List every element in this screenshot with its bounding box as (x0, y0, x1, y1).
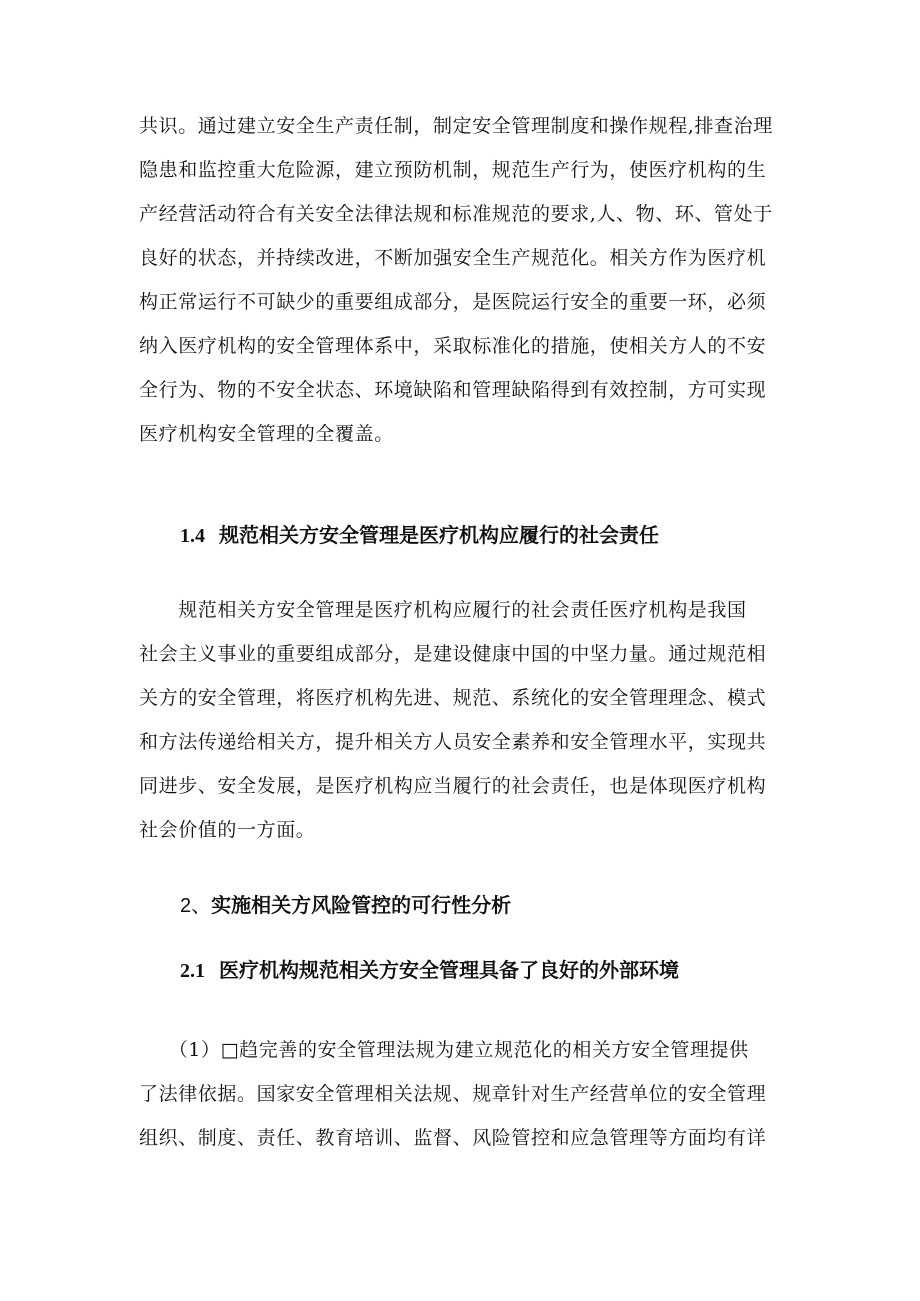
text-line: 社会主义事业的重要组成部分，是建设健康中国的中坚力量。通过规范相 (139, 643, 767, 665)
text-line: 关方的安全管理，将医疗机构先进、规范、系统化的安全管理理念、模式 (139, 687, 767, 709)
text-line: 构正常运行不可缺少的重要组成部分，是医院运行安全的重要一环，必须 (139, 291, 767, 313)
paragraph-safety-standardization (139, 104, 783, 456)
section-number: 2 (180, 895, 192, 917)
text-line: 产经营活动符合有关安全法律法规和标准规范的要求,人、物、环、管处于 (139, 203, 773, 225)
text-line: 规范相关方安全管理是医疗机构应履行的社会责任医疗机构是我国 (139, 599, 747, 621)
section-title: 医疗机构规范相关方安全管理具备了良好的外部环境 (219, 958, 679, 982)
text-line: 社会价值的一方面。 (139, 819, 316, 841)
section-separator: 、 (191, 893, 212, 917)
text-line: 纳入医疗机构的安全管理体系中，采取标准化的措施，使相关方人的不安 (139, 335, 767, 357)
text-line: 隐患和监控重大危险源，建立预防机制，规范生产行为，使医疗机构的生 (139, 159, 767, 181)
section-heading-1-4 (180, 519, 659, 548)
section-heading-2-1 (180, 954, 679, 983)
text-line: 共识。通过建立安全生产责任制，制定安全管理制度和操作规程,排查治理 (139, 115, 773, 137)
paragraph-legal-basis (139, 1028, 783, 1160)
section-number: 2.1 (180, 960, 205, 982)
text-line: 良好的状态，并持续改进，不断加强安全生产规范化。相关方作为医疗机 (139, 247, 767, 269)
section-number: 1.4 (180, 525, 205, 547)
text-line: （1）□趋完善的安全管理法规为建立规范化的相关方安全管理提供 (139, 1039, 749, 1061)
text-line: 了法律依据。国家安全管理相关法规、规章针对生产经营单位的安全管理 (139, 1083, 767, 1105)
text-line: 同进步、安全发展，是医疗机构应当履行的社会责任，也是体现医疗机构 (139, 775, 767, 797)
text-line: 医疗机构安全管理的全覆盖。 (139, 423, 394, 445)
text-line: 全行为、物的不安全状态、环境缺陷和管理缺陷得到有效控制，方可实现 (139, 379, 767, 401)
text-line: 组织、制度、责任、教育培训、监督、风险管控和应急管理等方面均有详 (139, 1127, 767, 1149)
section-title: 实施相关方风险管控的可行性分析 (211, 893, 512, 917)
text-line: 和方法传递给相关方，提升相关方人员安全素养和安全管理水平，实现共 (139, 731, 767, 753)
section-heading-2 (180, 889, 511, 918)
section-title: 规范相关方安全管理是医疗机构应履行的社会责任 (219, 523, 659, 547)
paragraph-social-responsibility (139, 588, 783, 852)
